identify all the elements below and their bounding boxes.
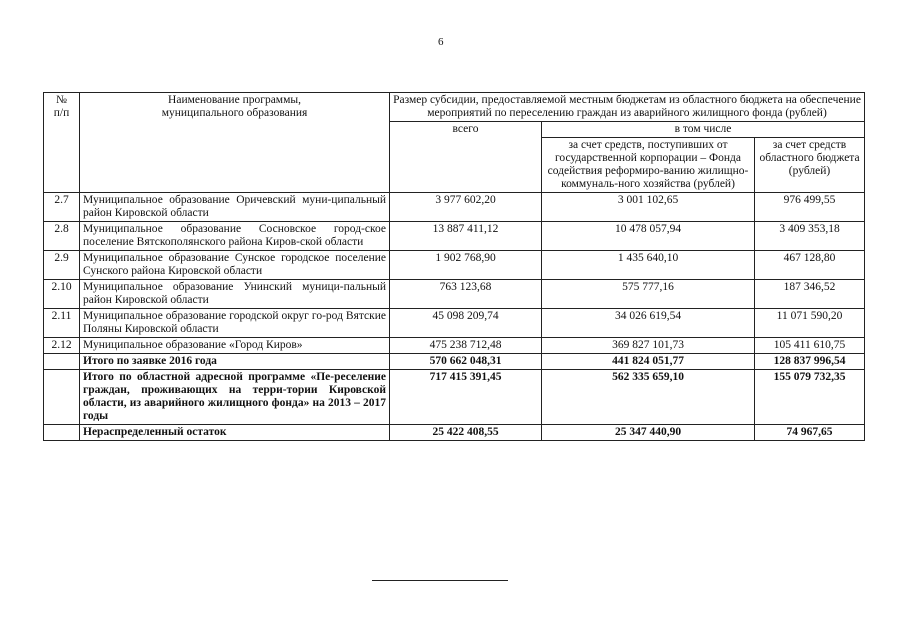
total-total: 570 662 048,31 <box>390 354 542 370</box>
row-name: Муниципальное образование городской округ го-род Вятские Поляны Кировской области <box>80 309 390 338</box>
total-total: 717 415 391,45 <box>390 370 542 425</box>
header-num: № п/п <box>44 93 80 193</box>
header-regional: за счет средств областного бюджета (рублей) <box>755 138 865 193</box>
row-name: Муниципальное образование Оричевский муни-ципальный район Кировской области <box>80 193 390 222</box>
footer-rule <box>372 580 508 581</box>
header-subsidy: Размер субсидии, предоставляемой местным бюджетам из областного бюджета на обеспечение мероприятий по переселению граждан из аварийного жилищного фонда (рублей) <box>390 93 865 122</box>
row-regional: 11 071 590,20 <box>755 309 865 338</box>
empty-cell <box>44 370 80 425</box>
total-regional: 155 079 732,35 <box>755 370 865 425</box>
empty-cell <box>44 354 80 370</box>
table-row <box>44 280 865 309</box>
table-row <box>44 309 865 338</box>
total-name: Нераспределенный остаток <box>80 425 390 441</box>
subsidy-table <box>43 92 865 441</box>
total-fund: 25 347 440,90 <box>542 425 755 441</box>
row-number: 2.9 <box>44 251 80 280</box>
table-row <box>44 251 865 280</box>
header-including: в том числе <box>542 122 865 138</box>
header-total: всего <box>390 122 542 193</box>
row-number: 2.11 <box>44 309 80 338</box>
row-total: 3 977 602,20 <box>390 193 542 222</box>
table-row <box>44 193 865 222</box>
total-name: Итого по областной адресной программе «Пе-реселение граждан, проживающих на терри-тории Кировской области, из аварийного жилищного фонда» на 2013 – 2017 годы <box>80 370 390 425</box>
row-total: 763 123,68 <box>390 280 542 309</box>
total-regional: 74 967,65 <box>755 425 865 441</box>
total-row <box>44 370 865 425</box>
row-fund: 1 435 640,10 <box>542 251 755 280</box>
page-number: 6 <box>438 36 444 48</box>
row-name: Муниципальное образование «Город Киров» <box>80 338 390 354</box>
row-fund: 10 478 057,94 <box>542 222 755 251</box>
table-row <box>44 338 865 354</box>
row-total: 13 887 411,12 <box>390 222 542 251</box>
header-name: Наименование программы, муниципального образования <box>80 93 390 193</box>
row-total: 1 902 768,90 <box>390 251 542 280</box>
total-name: Итого по заявке 2016 года <box>80 354 390 370</box>
row-number: 2.7 <box>44 193 80 222</box>
row-total: 45 098 209,74 <box>390 309 542 338</box>
total-fund: 441 824 051,77 <box>542 354 755 370</box>
table-row <box>44 222 865 251</box>
row-regional: 976 499,55 <box>755 193 865 222</box>
row-fund: 369 827 101,73 <box>542 338 755 354</box>
empty-cell <box>44 425 80 441</box>
total-row <box>44 425 865 441</box>
row-fund: 34 026 619,54 <box>542 309 755 338</box>
row-number: 2.12 <box>44 338 80 354</box>
row-regional: 105 411 610,75 <box>755 338 865 354</box>
row-regional: 187 346,52 <box>755 280 865 309</box>
total-row <box>44 354 865 370</box>
row-name: Муниципальное образование Унинский муници-пальный район Кировской области <box>80 280 390 309</box>
row-number: 2.8 <box>44 222 80 251</box>
total-fund: 562 335 659,10 <box>542 370 755 425</box>
total-regional: 128 837 996,54 <box>755 354 865 370</box>
row-number: 2.10 <box>44 280 80 309</box>
row-regional: 3 409 353,18 <box>755 222 865 251</box>
total-total: 25 422 408,55 <box>390 425 542 441</box>
row-total: 475 238 712,48 <box>390 338 542 354</box>
row-fund: 3 001 102,65 <box>542 193 755 222</box>
row-regional: 467 128,80 <box>755 251 865 280</box>
row-fund: 575 777,16 <box>542 280 755 309</box>
header-fund: за счет средств, поступивших от государственной корпорации – Фонда содействия реформиро-ванию жилищно-коммуналь-ного хозяйства (рублей) <box>542 138 755 193</box>
header-row-1 <box>44 93 865 122</box>
row-name: Муниципальное образование Сосновское город-ское поселение Вятскополянского района Киров-ской области <box>80 222 390 251</box>
row-name: Муниципальное образование Сунское городское поселение Сунского района Кировской области <box>80 251 390 280</box>
